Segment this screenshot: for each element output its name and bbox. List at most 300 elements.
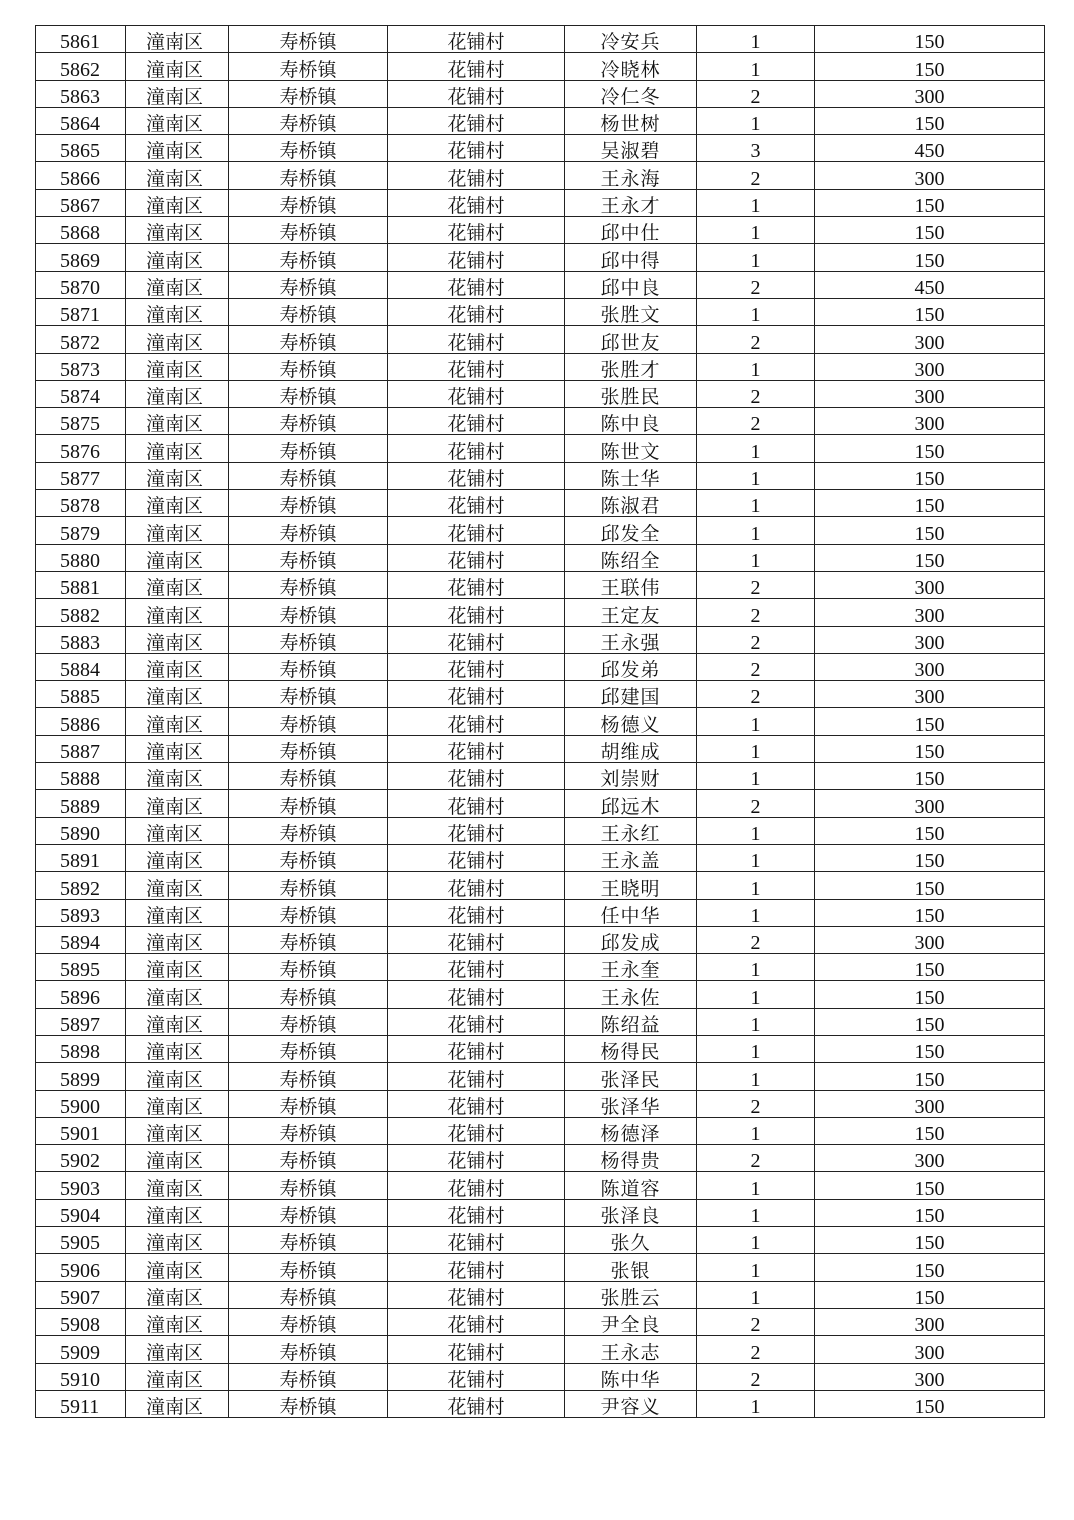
table-row [36, 599, 1045, 626]
town-cell: 寿桥镇 [229, 1254, 388, 1281]
town-cell: 寿桥镇 [229, 954, 388, 981]
amount-cell: 300 [815, 380, 1045, 407]
count-cell: 1 [697, 844, 815, 871]
town-cell: 寿桥镇 [229, 872, 388, 899]
amount-cell: 150 [815, 517, 1045, 544]
count-cell: 2 [697, 1363, 815, 1390]
amount-cell: 300 [815, 80, 1045, 107]
amount-cell: 150 [815, 817, 1045, 844]
name-cell: 王永才 [565, 189, 697, 216]
name-cell: 张银 [565, 1254, 697, 1281]
amount-cell: 150 [815, 544, 1045, 571]
town-cell: 寿桥镇 [229, 544, 388, 571]
amount-cell: 300 [815, 408, 1045, 435]
count-cell: 2 [697, 599, 815, 626]
seq-cell: 5872 [36, 326, 126, 353]
district-cell: 潼南区 [126, 981, 229, 1008]
name-cell: 王永红 [565, 817, 697, 844]
village-cell: 花铺村 [388, 735, 565, 762]
name-cell: 邱发成 [565, 926, 697, 953]
district-cell: 潼南区 [126, 599, 229, 626]
district-cell: 潼南区 [126, 763, 229, 790]
village-cell: 花铺村 [388, 53, 565, 80]
name-cell: 张胜民 [565, 380, 697, 407]
seq-cell: 5898 [36, 1035, 126, 1062]
seq-cell: 5874 [36, 380, 126, 407]
district-cell: 潼南区 [126, 872, 229, 899]
name-cell: 王永强 [565, 626, 697, 653]
town-cell: 寿桥镇 [229, 244, 388, 271]
town-cell: 寿桥镇 [229, 1145, 388, 1172]
town-cell: 寿桥镇 [229, 162, 388, 189]
town-cell: 寿桥镇 [229, 1281, 388, 1308]
amount-cell: 150 [815, 462, 1045, 489]
table-row [36, 380, 1045, 407]
seq-cell: 5886 [36, 708, 126, 735]
district-cell: 潼南区 [126, 1145, 229, 1172]
village-cell: 花铺村 [388, 189, 565, 216]
table-row [36, 1172, 1045, 1199]
name-cell: 杨德义 [565, 708, 697, 735]
table-row [36, 1336, 1045, 1363]
table-row [36, 926, 1045, 953]
district-cell: 潼南区 [126, 954, 229, 981]
village-cell: 花铺村 [388, 1063, 565, 1090]
amount-cell: 150 [815, 872, 1045, 899]
name-cell: 胡维成 [565, 735, 697, 762]
district-cell: 潼南区 [126, 1063, 229, 1090]
seq-cell: 5863 [36, 80, 126, 107]
count-cell: 3 [697, 135, 815, 162]
name-cell: 杨得民 [565, 1035, 697, 1062]
village-cell: 花铺村 [388, 981, 565, 1008]
village-cell: 花铺村 [388, 490, 565, 517]
town-cell: 寿桥镇 [229, 271, 388, 298]
village-cell: 花铺村 [388, 1390, 565, 1417]
table-row [36, 763, 1045, 790]
amount-cell: 150 [815, 490, 1045, 517]
district-cell: 潼南区 [126, 1363, 229, 1390]
town-cell: 寿桥镇 [229, 708, 388, 735]
town-cell: 寿桥镇 [229, 790, 388, 817]
table-row [36, 1199, 1045, 1226]
seq-cell: 5897 [36, 1008, 126, 1035]
district-cell: 潼南区 [126, 681, 229, 708]
amount-cell: 150 [815, 1199, 1045, 1226]
village-cell: 花铺村 [388, 1199, 565, 1226]
table-row [36, 189, 1045, 216]
village-cell: 花铺村 [388, 244, 565, 271]
name-cell: 邱世友 [565, 326, 697, 353]
table-row [36, 217, 1045, 244]
count-cell: 2 [697, 1090, 815, 1117]
table-row [36, 626, 1045, 653]
seq-cell: 5870 [36, 271, 126, 298]
count-cell: 1 [697, 244, 815, 271]
district-cell: 潼南区 [126, 326, 229, 353]
table-row [36, 1063, 1045, 1090]
count-cell: 1 [697, 1227, 815, 1254]
town-cell: 寿桥镇 [229, 435, 388, 462]
name-cell: 吴淑碧 [565, 135, 697, 162]
amount-cell: 150 [815, 954, 1045, 981]
amount-cell: 150 [815, 981, 1045, 1008]
district-cell: 潼南区 [126, 80, 229, 107]
name-cell: 张胜云 [565, 1281, 697, 1308]
district-cell: 潼南区 [126, 217, 229, 244]
seq-cell: 5895 [36, 954, 126, 981]
seq-cell: 5880 [36, 544, 126, 571]
district-cell: 潼南区 [126, 1336, 229, 1363]
name-cell: 邱中良 [565, 271, 697, 298]
town-cell: 寿桥镇 [229, 1063, 388, 1090]
village-cell: 花铺村 [388, 80, 565, 107]
seq-cell: 5909 [36, 1336, 126, 1363]
count-cell: 1 [697, 763, 815, 790]
town-cell: 寿桥镇 [229, 53, 388, 80]
document-table-container [35, 25, 1044, 1418]
table-row [36, 1254, 1045, 1281]
count-cell: 2 [697, 271, 815, 298]
town-cell: 寿桥镇 [229, 626, 388, 653]
name-cell: 陈中良 [565, 408, 697, 435]
seq-cell: 5884 [36, 653, 126, 680]
table-row [36, 162, 1045, 189]
district-cell: 潼南区 [126, 1254, 229, 1281]
town-cell: 寿桥镇 [229, 1172, 388, 1199]
count-cell: 2 [697, 80, 815, 107]
seq-cell: 5877 [36, 462, 126, 489]
table-row [36, 80, 1045, 107]
village-cell: 花铺村 [388, 1172, 565, 1199]
village-cell: 花铺村 [388, 844, 565, 871]
count-cell: 1 [697, 1117, 815, 1144]
name-cell: 王定友 [565, 599, 697, 626]
amount-cell: 450 [815, 135, 1045, 162]
seq-cell: 5867 [36, 189, 126, 216]
amount-cell: 300 [815, 681, 1045, 708]
amount-cell: 150 [815, 708, 1045, 735]
name-cell: 陈世文 [565, 435, 697, 462]
amount-cell: 300 [815, 571, 1045, 598]
district-cell: 潼南区 [126, 1172, 229, 1199]
name-cell: 邱中得 [565, 244, 697, 271]
count-cell: 1 [697, 1254, 815, 1281]
table-row [36, 899, 1045, 926]
district-cell: 潼南区 [126, 1227, 229, 1254]
seq-cell: 5906 [36, 1254, 126, 1281]
amount-cell: 300 [815, 353, 1045, 380]
village-cell: 花铺村 [388, 571, 565, 598]
district-cell: 潼南区 [126, 408, 229, 435]
village-cell: 花铺村 [388, 899, 565, 926]
district-cell: 潼南区 [126, 1117, 229, 1144]
count-cell: 1 [697, 107, 815, 134]
district-cell: 潼南区 [126, 571, 229, 598]
count-cell: 1 [697, 26, 815, 53]
village-cell: 花铺村 [388, 599, 565, 626]
amount-cell: 150 [815, 899, 1045, 926]
name-cell: 邱建国 [565, 681, 697, 708]
district-cell: 潼南区 [126, 735, 229, 762]
village-cell: 花铺村 [388, 954, 565, 981]
seq-cell: 5865 [36, 135, 126, 162]
name-cell: 陈淑君 [565, 490, 697, 517]
town-cell: 寿桥镇 [229, 1090, 388, 1117]
seq-cell: 5875 [36, 408, 126, 435]
table-row [36, 571, 1045, 598]
table-row [36, 26, 1045, 53]
town-cell: 寿桥镇 [229, 1008, 388, 1035]
count-cell: 2 [697, 380, 815, 407]
count-cell: 2 [697, 162, 815, 189]
town-cell: 寿桥镇 [229, 1390, 388, 1417]
seq-cell: 5866 [36, 162, 126, 189]
village-cell: 花铺村 [388, 1227, 565, 1254]
count-cell: 1 [697, 817, 815, 844]
seq-cell: 5896 [36, 981, 126, 1008]
district-cell: 潼南区 [126, 899, 229, 926]
seq-cell: 5883 [36, 626, 126, 653]
seq-cell: 5881 [36, 571, 126, 598]
village-cell: 花铺村 [388, 1281, 565, 1308]
seq-cell: 5907 [36, 1281, 126, 1308]
table-row [36, 817, 1045, 844]
count-cell: 1 [697, 490, 815, 517]
town-cell: 寿桥镇 [229, 135, 388, 162]
town-cell: 寿桥镇 [229, 926, 388, 953]
count-cell: 1 [697, 981, 815, 1008]
table-row [36, 1281, 1045, 1308]
amount-cell: 300 [815, 626, 1045, 653]
table-row [36, 872, 1045, 899]
amount-cell: 300 [815, 326, 1045, 353]
table-body [36, 26, 1045, 1418]
amount-cell: 150 [815, 844, 1045, 871]
district-cell: 潼南区 [126, 926, 229, 953]
name-cell: 陈绍全 [565, 544, 697, 571]
name-cell: 尹全良 [565, 1308, 697, 1335]
town-cell: 寿桥镇 [229, 353, 388, 380]
village-cell: 花铺村 [388, 681, 565, 708]
count-cell: 1 [697, 1063, 815, 1090]
seq-cell: 5905 [36, 1227, 126, 1254]
town-cell: 寿桥镇 [229, 899, 388, 926]
count-cell: 2 [697, 1145, 815, 1172]
village-cell: 花铺村 [388, 135, 565, 162]
district-cell: 潼南区 [126, 462, 229, 489]
table-row [36, 53, 1045, 80]
village-cell: 花铺村 [388, 1008, 565, 1035]
name-cell: 王永海 [565, 162, 697, 189]
town-cell: 寿桥镇 [229, 380, 388, 407]
name-cell: 张泽良 [565, 1199, 697, 1226]
village-cell: 花铺村 [388, 1336, 565, 1363]
village-cell: 花铺村 [388, 872, 565, 899]
amount-cell: 150 [815, 107, 1045, 134]
table-row [36, 490, 1045, 517]
table-row [36, 544, 1045, 571]
amount-cell: 150 [815, 1063, 1045, 1090]
name-cell: 王永佐 [565, 981, 697, 1008]
count-cell: 1 [697, 1172, 815, 1199]
district-cell: 潼南区 [126, 435, 229, 462]
town-cell: 寿桥镇 [229, 844, 388, 871]
seq-cell: 5894 [36, 926, 126, 953]
village-cell: 花铺村 [388, 26, 565, 53]
district-cell: 潼南区 [126, 1199, 229, 1226]
count-cell: 2 [697, 1336, 815, 1363]
district-cell: 潼南区 [126, 1035, 229, 1062]
count-cell: 2 [697, 408, 815, 435]
village-cell: 花铺村 [388, 653, 565, 680]
amount-cell: 150 [815, 1281, 1045, 1308]
amount-cell: 300 [815, 1363, 1045, 1390]
seq-cell: 5861 [36, 26, 126, 53]
town-cell: 寿桥镇 [229, 490, 388, 517]
name-cell: 张胜文 [565, 298, 697, 325]
seq-cell: 5879 [36, 517, 126, 544]
count-cell: 2 [697, 1308, 815, 1335]
seq-cell: 5862 [36, 53, 126, 80]
table-row [36, 708, 1045, 735]
count-cell: 2 [697, 926, 815, 953]
town-cell: 寿桥镇 [229, 817, 388, 844]
village-cell: 花铺村 [388, 708, 565, 735]
village-cell: 花铺村 [388, 763, 565, 790]
village-cell: 花铺村 [388, 1254, 565, 1281]
count-cell: 1 [697, 53, 815, 80]
district-cell: 潼南区 [126, 1308, 229, 1335]
village-cell: 花铺村 [388, 462, 565, 489]
village-cell: 花铺村 [388, 1363, 565, 1390]
district-cell: 潼南区 [126, 380, 229, 407]
town-cell: 寿桥镇 [229, 517, 388, 544]
village-cell: 花铺村 [388, 107, 565, 134]
village-cell: 花铺村 [388, 326, 565, 353]
district-cell: 潼南区 [126, 844, 229, 871]
amount-cell: 150 [815, 1117, 1045, 1144]
district-cell: 潼南区 [126, 708, 229, 735]
name-cell: 杨得贵 [565, 1145, 697, 1172]
seq-cell: 5876 [36, 435, 126, 462]
village-cell: 花铺村 [388, 790, 565, 817]
town-cell: 寿桥镇 [229, 107, 388, 134]
name-cell: 冷晓林 [565, 53, 697, 80]
town-cell: 寿桥镇 [229, 571, 388, 598]
seq-cell: 5864 [36, 107, 126, 134]
village-cell: 花铺村 [388, 217, 565, 244]
district-cell: 潼南区 [126, 244, 229, 271]
seq-cell: 5888 [36, 763, 126, 790]
name-cell: 邱中仕 [565, 217, 697, 244]
amount-cell: 300 [815, 1336, 1045, 1363]
name-cell: 冷仁冬 [565, 80, 697, 107]
amount-cell: 150 [815, 217, 1045, 244]
table-row [36, 1145, 1045, 1172]
count-cell: 1 [697, 298, 815, 325]
town-cell: 寿桥镇 [229, 981, 388, 1008]
name-cell: 尹容义 [565, 1390, 697, 1417]
table-row [36, 954, 1045, 981]
table-row [36, 790, 1045, 817]
amount-cell: 150 [815, 1227, 1045, 1254]
count-cell: 1 [697, 735, 815, 762]
seq-cell: 5882 [36, 599, 126, 626]
table-row [36, 844, 1045, 871]
table-row [36, 1117, 1045, 1144]
district-cell: 潼南区 [126, 162, 229, 189]
table-row [36, 1035, 1045, 1062]
village-cell: 花铺村 [388, 408, 565, 435]
village-cell: 花铺村 [388, 1145, 565, 1172]
table-row [36, 1227, 1045, 1254]
amount-cell: 300 [815, 162, 1045, 189]
amount-cell: 300 [815, 599, 1045, 626]
table-row [36, 981, 1045, 1008]
amount-cell: 150 [815, 26, 1045, 53]
amount-cell: 450 [815, 271, 1045, 298]
village-cell: 花铺村 [388, 817, 565, 844]
table-row [36, 1308, 1045, 1335]
district-cell: 潼南区 [126, 53, 229, 80]
village-cell: 花铺村 [388, 1308, 565, 1335]
district-cell: 潼南区 [126, 490, 229, 517]
town-cell: 寿桥镇 [229, 326, 388, 353]
village-cell: 花铺村 [388, 162, 565, 189]
count-cell: 2 [697, 571, 815, 598]
count-cell: 1 [697, 217, 815, 244]
district-cell: 潼南区 [126, 1390, 229, 1417]
count-cell: 1 [697, 1390, 815, 1417]
name-cell: 邱发全 [565, 517, 697, 544]
count-cell: 1 [697, 954, 815, 981]
table-row [36, 298, 1045, 325]
seq-cell: 5878 [36, 490, 126, 517]
name-cell: 王联伟 [565, 571, 697, 598]
town-cell: 寿桥镇 [229, 80, 388, 107]
name-cell: 张久 [565, 1227, 697, 1254]
seq-cell: 5900 [36, 1090, 126, 1117]
amount-cell: 150 [815, 53, 1045, 80]
amount-cell: 150 [815, 735, 1045, 762]
name-cell: 陈士华 [565, 462, 697, 489]
amount-cell: 150 [815, 298, 1045, 325]
village-cell: 花铺村 [388, 435, 565, 462]
name-cell: 王晓明 [565, 872, 697, 899]
count-cell: 2 [697, 626, 815, 653]
amount-cell: 150 [815, 1172, 1045, 1199]
table-row [36, 1090, 1045, 1117]
village-cell: 花铺村 [388, 353, 565, 380]
table-row [36, 271, 1045, 298]
village-cell: 花铺村 [388, 626, 565, 653]
table-row [36, 517, 1045, 544]
table-row [36, 353, 1045, 380]
town-cell: 寿桥镇 [229, 26, 388, 53]
town-cell: 寿桥镇 [229, 1117, 388, 1144]
village-cell: 花铺村 [388, 926, 565, 953]
town-cell: 寿桥镇 [229, 298, 388, 325]
district-cell: 潼南区 [126, 1008, 229, 1035]
count-cell: 2 [697, 653, 815, 680]
table-row [36, 408, 1045, 435]
table-row [36, 244, 1045, 271]
town-cell: 寿桥镇 [229, 1035, 388, 1062]
count-cell: 1 [697, 708, 815, 735]
count-cell: 2 [697, 681, 815, 708]
village-cell: 花铺村 [388, 517, 565, 544]
